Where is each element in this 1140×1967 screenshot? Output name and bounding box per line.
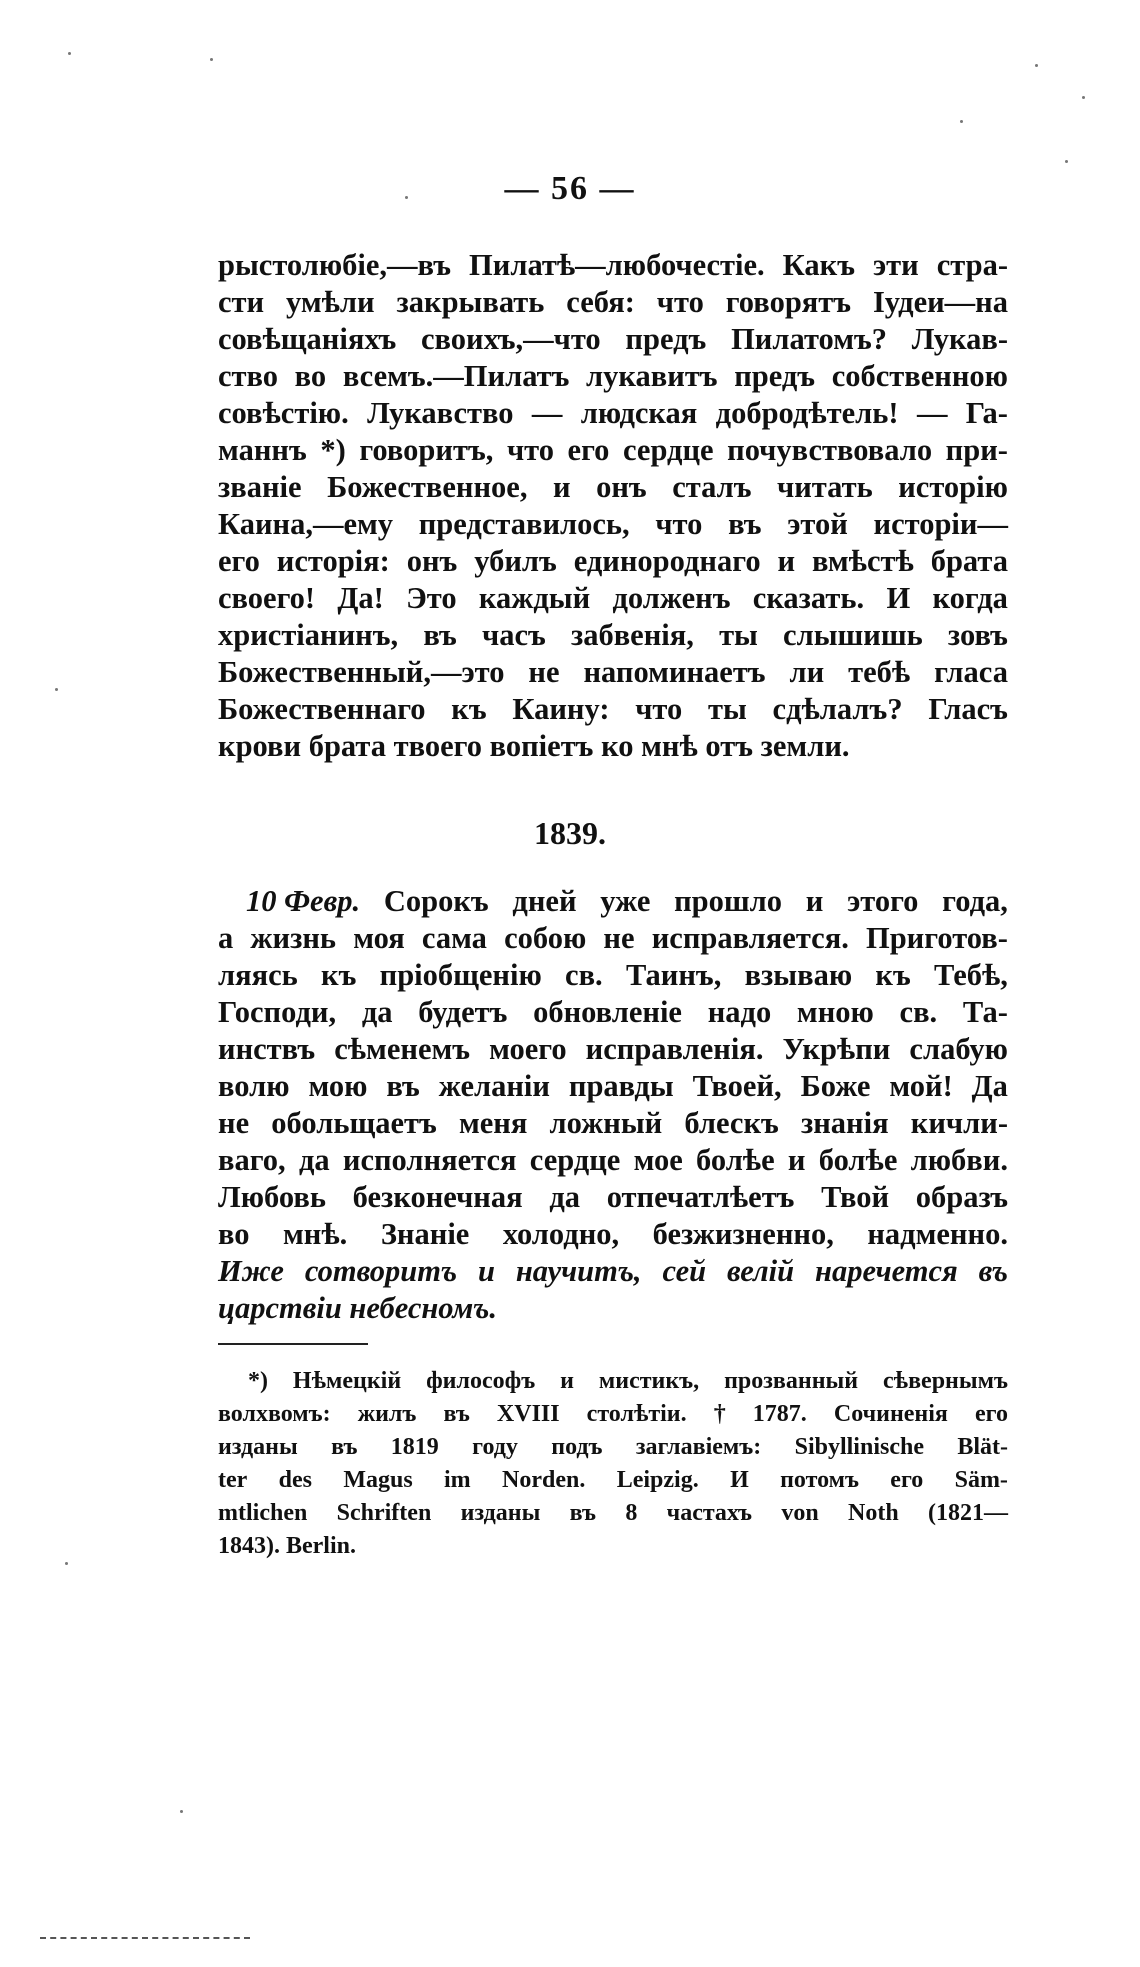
word: св. xyxy=(565,958,603,992)
word: правды xyxy=(568,1069,674,1103)
word: болѣе xyxy=(818,1143,898,1177)
word: что xyxy=(655,507,703,541)
word: его xyxy=(218,544,260,578)
word: 1787. xyxy=(752,1401,807,1427)
word: въ xyxy=(331,1434,358,1460)
word: Leipzig. xyxy=(616,1467,699,1493)
word: пріобщенію xyxy=(379,958,542,992)
word: единороднаго xyxy=(573,544,761,578)
word: частахъ xyxy=(666,1500,753,1526)
word: да xyxy=(549,1180,580,1214)
text-line-last: крови брата твоего вопіетъ ко мнѣ отъ земли. xyxy=(218,729,850,763)
word: Это xyxy=(406,581,457,615)
word: Божественный,—это xyxy=(218,655,505,689)
text-line xyxy=(218,506,1008,543)
word: напоминаетъ xyxy=(583,655,766,689)
text-line xyxy=(218,1068,1008,1105)
word: исправленія. xyxy=(585,1032,764,1066)
word: Га- xyxy=(965,396,1008,430)
word: Blät- xyxy=(957,1434,1008,1460)
word: Божественнаго xyxy=(218,692,426,726)
word: сердце xyxy=(623,433,714,467)
word: взываю xyxy=(744,958,853,992)
word: мною xyxy=(796,995,874,1029)
word: сей xyxy=(662,1254,707,1288)
scan-speck xyxy=(68,52,71,55)
word: слабую xyxy=(909,1032,1008,1066)
word: часъ xyxy=(482,618,546,652)
word: Да xyxy=(971,1069,1008,1103)
word: всемъ.—Пилатъ xyxy=(342,359,570,393)
word: мистикъ, xyxy=(598,1368,700,1394)
text-line xyxy=(218,469,1008,506)
word: И xyxy=(730,1467,749,1493)
word: почувствовало xyxy=(727,433,933,467)
word: что xyxy=(656,285,704,319)
word: исторіи— xyxy=(873,507,1008,541)
word: Сочиненія xyxy=(833,1401,948,1427)
text-line xyxy=(218,920,1008,957)
word: des xyxy=(278,1467,312,1493)
word: *) xyxy=(248,1368,268,1394)
word: холодно, xyxy=(502,1217,620,1251)
word: Нѣмецкій xyxy=(292,1368,402,1394)
scan-speck xyxy=(210,58,213,61)
word: столѣтіи. xyxy=(586,1401,687,1427)
word: забвенія, xyxy=(570,618,694,652)
word: что xyxy=(506,433,554,467)
word: Лукав- xyxy=(911,322,1008,356)
word: его xyxy=(567,433,610,467)
word: † xyxy=(713,1401,726,1427)
word: при- xyxy=(945,433,1008,467)
word: изданы xyxy=(218,1434,298,1460)
word: Пилатѣ—любочестіе. xyxy=(469,248,765,282)
word: желаніи xyxy=(438,1069,550,1103)
word: убилъ xyxy=(474,544,557,578)
word: во xyxy=(294,359,327,393)
word: совѣстію. xyxy=(218,396,349,430)
word: эти xyxy=(872,248,919,282)
word: и xyxy=(477,1254,495,1288)
word: Сорокъ xyxy=(383,884,489,918)
diary-entry xyxy=(218,883,1008,1327)
word: сѣвернымъ xyxy=(883,1368,1008,1394)
word: этой xyxy=(787,507,848,541)
word: ter xyxy=(218,1467,248,1493)
word: сказать. xyxy=(752,581,865,615)
footnote-rule xyxy=(218,1343,368,1345)
word: Знаніе xyxy=(380,1217,470,1251)
word: въ xyxy=(978,1254,1008,1288)
word: безконечная xyxy=(352,1180,523,1214)
word: христіанинъ, xyxy=(218,618,399,652)
word: волхвомъ: xyxy=(218,1401,331,1427)
word: образъ xyxy=(915,1180,1008,1214)
word: говорятъ xyxy=(725,285,852,319)
scan-speck xyxy=(180,1810,183,1813)
word: вмѣстѣ xyxy=(811,544,914,578)
word: долженъ xyxy=(612,581,731,615)
word: предъ xyxy=(625,322,707,356)
word: ляясь xyxy=(218,958,298,992)
word: ли xyxy=(789,655,825,689)
word: сотворитъ xyxy=(304,1254,458,1288)
word: *) xyxy=(320,433,346,467)
word: и xyxy=(560,1368,574,1394)
word: говоритъ, xyxy=(359,433,494,467)
word: отпечатлѣетъ xyxy=(606,1180,795,1214)
text-line xyxy=(218,580,1008,617)
word: лукавитъ xyxy=(586,359,718,393)
word: и xyxy=(787,1143,806,1177)
text-line xyxy=(218,1031,1008,1068)
word: меня xyxy=(458,1106,528,1140)
word: онъ xyxy=(596,470,647,504)
word: ложный xyxy=(549,1106,663,1140)
word: волю xyxy=(218,1069,290,1103)
word: не xyxy=(528,655,560,689)
word: сѣменемъ xyxy=(334,1032,471,1066)
word: въ xyxy=(386,1069,420,1103)
word: сталъ xyxy=(672,470,752,504)
word: а xyxy=(218,921,234,955)
word: Лукавство xyxy=(367,396,514,430)
word: себя: xyxy=(566,285,635,319)
word: читать xyxy=(777,470,873,504)
word: Magus xyxy=(343,1467,413,1493)
word: жизнь xyxy=(250,921,337,955)
word: Norden. xyxy=(502,1467,586,1493)
word: Пилатомъ? xyxy=(731,322,888,356)
word: мою xyxy=(308,1069,368,1103)
word: людская xyxy=(580,396,698,430)
word: совѣщаніяхъ xyxy=(218,322,397,356)
word: надменно. xyxy=(867,1217,1008,1251)
word: каждый xyxy=(478,581,591,615)
word: Божественное, xyxy=(327,470,528,504)
word: Іудеи—на xyxy=(872,285,1008,319)
word: сдѣлалъ? xyxy=(772,692,903,726)
text-line xyxy=(218,284,1008,321)
word: Гласъ xyxy=(928,692,1008,726)
year-heading: 1839. xyxy=(534,815,606,851)
text-line xyxy=(218,691,1008,728)
scan-speck xyxy=(1082,96,1085,99)
footnote xyxy=(218,1365,1008,1563)
word: 1819 xyxy=(390,1434,439,1460)
word: Твоей, xyxy=(692,1069,782,1103)
word: слышишь xyxy=(783,618,923,652)
word: что xyxy=(635,692,683,726)
word: исторію xyxy=(898,470,1008,504)
word: Какъ xyxy=(782,248,855,282)
footnote-line xyxy=(218,1497,1008,1530)
word: Säm- xyxy=(954,1467,1008,1493)
word: наречется xyxy=(815,1254,958,1288)
text-line xyxy=(218,1105,1008,1142)
word: дней xyxy=(512,884,577,918)
word: сти xyxy=(218,285,265,319)
word: (1821— xyxy=(927,1500,1008,1526)
word: mtlichen xyxy=(218,1500,308,1526)
word: мое xyxy=(633,1143,683,1177)
word: году xyxy=(472,1434,518,1460)
word: добродѣтель! xyxy=(715,396,899,430)
word: Боже xyxy=(800,1069,871,1103)
scan-speck xyxy=(55,688,58,691)
word: болѣе xyxy=(696,1143,775,1177)
text-line xyxy=(218,957,1008,994)
word: къ xyxy=(451,692,487,726)
word: подъ xyxy=(551,1434,603,1460)
word: надо xyxy=(707,995,772,1029)
word: инствъ xyxy=(218,1032,316,1066)
word: Sibyllinische xyxy=(794,1434,924,1460)
word: 8 xyxy=(625,1500,638,1526)
word: и xyxy=(777,544,796,578)
word: заглавіемъ: xyxy=(635,1434,762,1460)
word: тебѣ xyxy=(848,655,911,689)
word: къ xyxy=(875,958,911,992)
word: Schriften xyxy=(336,1500,432,1526)
word: исправляется. xyxy=(651,921,849,955)
word: мнѣ. xyxy=(283,1217,348,1251)
scripture-quote-line xyxy=(218,1253,1008,1290)
text-line xyxy=(218,247,1008,284)
word: von xyxy=(781,1500,819,1526)
word: ты xyxy=(708,692,747,726)
word: этого xyxy=(847,884,919,918)
word: Каину: xyxy=(512,692,610,726)
word: Господи, xyxy=(218,995,337,1029)
word: кичли- xyxy=(910,1106,1008,1140)
word: собственною xyxy=(831,359,1008,393)
word: не xyxy=(603,921,635,955)
word: св. xyxy=(899,995,938,1029)
text-line xyxy=(218,1179,1008,1216)
word: брата xyxy=(930,544,1008,578)
word: любви. xyxy=(910,1143,1008,1177)
word: Noth xyxy=(848,1500,899,1526)
word: прошло xyxy=(674,884,783,918)
word: его xyxy=(890,1467,924,1493)
word: онъ xyxy=(406,544,458,578)
word: изданы xyxy=(460,1500,541,1526)
word: исполняется xyxy=(342,1143,517,1177)
word: умѣли xyxy=(285,285,375,319)
word: im xyxy=(444,1467,471,1493)
word: исторія: xyxy=(276,544,390,578)
page-number: — 56 — xyxy=(504,170,636,207)
word: во xyxy=(218,1217,250,1251)
word: стра- xyxy=(936,248,1008,282)
text-line xyxy=(218,1216,1008,1253)
word: да xyxy=(298,1143,330,1177)
word: Таинъ, xyxy=(625,958,722,992)
word: Твой xyxy=(821,1180,890,1214)
word: рыстолюбіе,—въ xyxy=(218,248,452,282)
entry-date: 10 Февр. xyxy=(246,884,361,918)
word: закрывать xyxy=(396,285,545,319)
scan-speck xyxy=(1035,64,1038,67)
word: званіе xyxy=(218,470,302,504)
word: не xyxy=(218,1106,250,1140)
word: и xyxy=(805,884,824,918)
word: Приготов- xyxy=(866,921,1008,955)
word: научитъ, xyxy=(515,1254,642,1288)
text-line xyxy=(218,395,1008,432)
text-line xyxy=(218,617,1008,654)
word: его xyxy=(975,1401,1008,1427)
scan-speck xyxy=(1065,160,1068,163)
word: Та- xyxy=(962,995,1008,1029)
word: въ xyxy=(423,618,457,652)
word: блескъ xyxy=(684,1106,779,1140)
word: будетъ xyxy=(418,995,508,1029)
word: знанія xyxy=(800,1106,889,1140)
word: представилось, xyxy=(418,507,630,541)
footnote-line xyxy=(218,1398,1008,1431)
word: безжизненно, xyxy=(652,1217,834,1251)
text-line xyxy=(218,321,1008,358)
word: велій xyxy=(727,1254,795,1288)
word: прозванный xyxy=(724,1368,859,1394)
word: Тебѣ, xyxy=(934,958,1008,992)
word: Да! xyxy=(337,581,384,615)
scan-speck xyxy=(65,1562,68,1565)
word: мой! xyxy=(889,1069,953,1103)
word: предъ xyxy=(734,359,816,393)
footnote-line xyxy=(218,1431,1008,1464)
paragraph-continued xyxy=(218,247,1008,765)
text-line xyxy=(218,358,1008,395)
word: И xyxy=(886,581,911,615)
text-line xyxy=(218,883,1008,920)
word: ство xyxy=(218,359,279,393)
word: года, xyxy=(942,884,1008,918)
word: уже xyxy=(600,884,651,918)
text-line xyxy=(218,543,1008,580)
word: — xyxy=(531,396,563,430)
word: Каина,—ему xyxy=(218,507,394,541)
word: — xyxy=(916,396,948,430)
word: своего! xyxy=(218,581,316,615)
word: обновленіе xyxy=(533,995,682,1029)
text-line xyxy=(218,432,1008,469)
word: Иже xyxy=(218,1254,284,1288)
word: Любовь xyxy=(218,1180,326,1214)
word: сама xyxy=(421,921,487,955)
footnote-line xyxy=(218,1464,1008,1497)
word: сердце xyxy=(529,1143,621,1177)
word: ты xyxy=(719,618,758,652)
word: своихъ,—что xyxy=(421,322,601,356)
word: зовъ xyxy=(947,618,1008,652)
word: маннъ xyxy=(218,433,307,467)
word: потомъ xyxy=(780,1467,859,1493)
word: къ xyxy=(321,958,357,992)
word: обольщаетъ xyxy=(271,1106,437,1140)
word: собою xyxy=(504,921,587,955)
word: и xyxy=(552,470,571,504)
scan-speck xyxy=(405,196,408,199)
word: Укрѣпи xyxy=(782,1032,891,1066)
word: въ xyxy=(443,1401,470,1427)
word: моего xyxy=(489,1032,567,1066)
bottom-edge-mark xyxy=(40,1937,250,1942)
word: жилъ xyxy=(357,1401,417,1427)
word: философъ xyxy=(426,1368,536,1394)
scan-speck xyxy=(960,120,963,123)
word: когда xyxy=(932,581,1008,615)
text-line xyxy=(218,1142,1008,1179)
text-line xyxy=(218,994,1008,1031)
word: XVIII xyxy=(496,1401,560,1427)
word: да xyxy=(361,995,393,1029)
footnote-line-last: 1843). Berlin. xyxy=(218,1533,356,1559)
word: гласа xyxy=(934,655,1008,689)
footnote-line xyxy=(218,1365,1008,1398)
scripture-quote-last: царствіи небесномъ. xyxy=(218,1291,497,1325)
word: въ xyxy=(728,507,762,541)
word: въ xyxy=(569,1500,597,1526)
text-line xyxy=(218,654,1008,691)
word: моя xyxy=(353,921,405,955)
word: ваго, xyxy=(218,1143,286,1177)
